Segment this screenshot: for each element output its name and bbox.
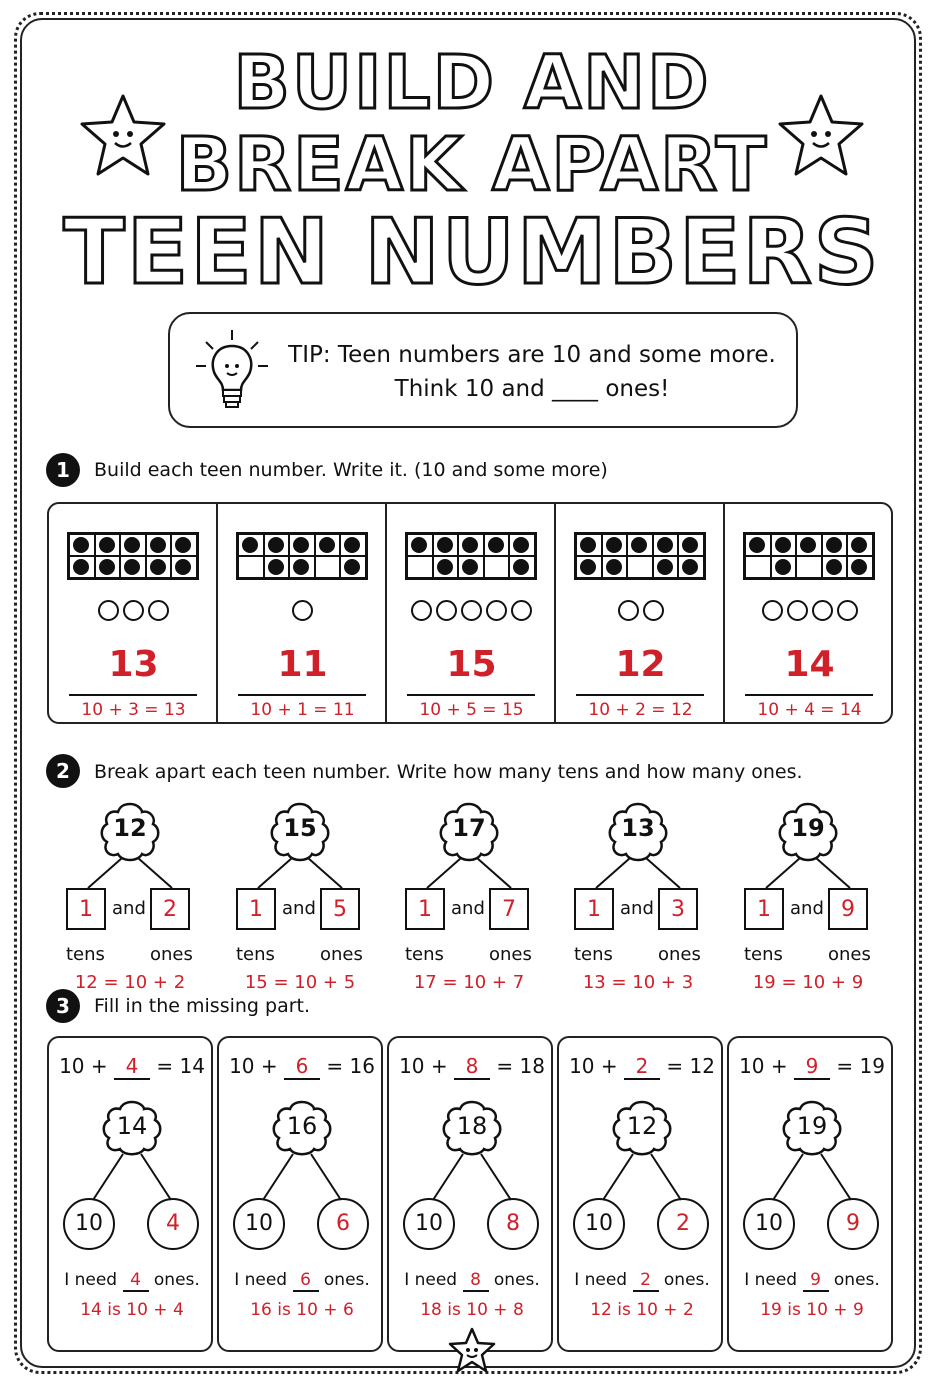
ones-circles [725,600,894,625]
and-label: and [112,898,146,919]
break-apart-item-2 [220,800,380,1000]
cloud-number: 19 [791,814,825,842]
ten-frame [67,532,199,580]
tip-box [168,312,798,428]
star-right-icon [776,92,866,178]
number-cloud [268,800,332,864]
equation: 19 = 10 + 9 [752,972,864,993]
equation: 13 = 10 + 3 [582,972,694,993]
ones-circle: 2 [657,1198,709,1250]
lightbulb-icon [192,328,272,418]
ones-box: 2 [150,888,190,930]
is-sentence: 19 is 10 + 9 [760,1300,864,1320]
tens-label: tens [66,944,105,965]
build-item-1 [49,504,218,722]
total-number: 16 [286,1112,318,1140]
missing-blank: 6 [284,1054,320,1080]
answer: 15 [446,644,497,685]
missing-part-card-3 [387,1036,553,1352]
missing-part-card-2 [217,1036,383,1352]
ones-circles [49,600,218,625]
title-line-2: BREAK APART [175,122,769,208]
and-label: and [451,898,485,919]
number-cloud [437,800,501,864]
missing-blank: 9 [794,1054,830,1080]
need-sentence: I need 2 ones. [574,1270,710,1290]
section-1-box [47,502,893,724]
equation: 10 + 4 = 14 [757,700,862,720]
missing-equation: 10 + 2 = 12 [569,1054,715,1078]
and-label: and [620,898,654,919]
ten-frame [405,532,537,580]
ones-label: ones [150,944,193,965]
total-number: 12 [626,1112,658,1140]
build-item-3 [387,504,556,722]
equation: 15 = 10 + 5 [244,972,356,993]
tens-box: 1 [405,888,445,930]
equation: 10 + 1 = 11 [250,700,355,720]
tens-label: tens [744,944,783,965]
number-cloud [776,800,840,864]
is-sentence: 12 is 10 + 2 [590,1300,694,1320]
total-cloud [779,1098,845,1158]
build-item-2 [218,504,387,722]
answer-line [407,694,535,696]
tens-label: tens [405,944,444,965]
ten-frame [574,532,706,580]
need-sentence: I need 6 ones. [234,1270,370,1290]
total-cloud [269,1098,335,1158]
total-cloud [99,1098,165,1158]
ones-box: 3 [658,888,698,930]
title-line-3: TEEN NUMBERS [63,200,881,305]
section-2-badge: 2 [46,754,80,788]
tip-line-1: TIP: Teen numbers are 10 and some more. [288,342,776,368]
section-3-instruction: Fill in the missing part. [94,995,311,1017]
ones-circle: 9 [827,1198,879,1250]
missing-equation: 10 + 6 = 16 [229,1054,375,1078]
tens-box: 1 [66,888,106,930]
section-2-instruction: Break apart each teen number. Write how many tens and how many ones. [94,761,803,783]
answer: 12 [615,644,666,685]
ones-box: 5 [320,888,360,930]
section-3-badge: 3 [46,989,80,1023]
tip-text [282,338,782,406]
section-1-instruction: Build each teen number. Write it. (10 and some more) [94,459,608,481]
ones-box: 7 [489,888,529,930]
equation: 10 + 2 = 12 [588,700,693,720]
tens-box: 1 [236,888,276,930]
tens-box: 1 [744,888,784,930]
break-apart-item-1 [50,800,210,1000]
ones-label: ones [658,944,701,965]
cloud-number: 13 [621,814,655,842]
break-apart-item-5 [728,800,888,1000]
break-apart-item-3 [389,800,549,1000]
and-label: and [790,898,824,919]
equation: 17 = 10 + 7 [413,972,525,993]
missing-part-card-5 [727,1036,893,1352]
total-number: 18 [456,1112,488,1140]
answer: 13 [108,644,159,685]
is-sentence: 14 is 10 + 4 [80,1300,184,1320]
tens-label: tens [236,944,275,965]
ten-circle: 10 [63,1198,115,1250]
section-1-badge: 1 [46,453,80,487]
need-sentence: I need 9 ones. [744,1270,880,1290]
ones-box: 9 [828,888,868,930]
build-item-5 [725,504,894,722]
missing-equation: 10 + 9 = 19 [739,1054,885,1078]
ones-circles [387,600,556,625]
missing-blank: 8 [454,1054,490,1080]
number-cloud [98,800,162,864]
ones-circles [556,600,725,625]
break-apart-item-4 [558,800,718,1000]
ones-label: ones [489,944,532,965]
number-cloud [606,800,670,864]
and-label: and [282,898,316,919]
equation: 10 + 5 = 15 [419,700,524,720]
need-sentence: I need 4 ones. [64,1270,200,1290]
ones-label: ones [828,944,871,965]
tens-box: 1 [574,888,614,930]
tip-line-2: Think 10 and ____ ones! [394,376,670,402]
cloud-number: 15 [283,814,317,842]
build-item-4 [556,504,725,722]
ones-circle: 6 [317,1198,369,1250]
missing-part-card-4 [557,1036,723,1352]
missing-blank: 2 [624,1054,660,1080]
cloud-number: 12 [113,814,147,842]
answer: 11 [277,644,328,685]
ones-circle: 8 [487,1198,539,1250]
tens-label: tens [574,944,613,965]
is-sentence: 16 is 10 + 6 [250,1300,354,1320]
answer-line [745,694,873,696]
missing-part-card-1 [47,1036,213,1352]
equation: 12 = 10 + 2 [74,972,186,993]
ones-circles [218,600,387,625]
ten-circle: 10 [403,1198,455,1250]
total-number: 19 [796,1112,828,1140]
ten-circle: 10 [233,1198,285,1250]
ten-frame [743,532,875,580]
answer-line [238,694,366,696]
cloud-number: 17 [452,814,486,842]
ones-circle: 4 [147,1198,199,1250]
total-cloud [439,1098,505,1158]
star-left-icon [78,92,168,178]
missing-equation: 10 + 4 = 14 [59,1054,205,1078]
footer-star-icon [446,1326,498,1374]
ten-frame [236,532,368,580]
is-sentence: 18 is 10 + 8 [420,1300,524,1320]
ten-circle: 10 [573,1198,625,1250]
total-cloud [609,1098,675,1158]
missing-equation: 10 + 8 = 18 [399,1054,545,1078]
total-number: 14 [116,1112,148,1140]
title-line-1: BUILD AND [233,40,711,126]
ones-label: ones [320,944,363,965]
answer: 14 [784,644,835,685]
ten-circle: 10 [743,1198,795,1250]
need-sentence: I need 8 ones. [404,1270,540,1290]
answer-line [69,694,197,696]
missing-blank: 4 [114,1054,150,1080]
answer-line [576,694,704,696]
equation: 10 + 3 = 13 [81,700,186,720]
